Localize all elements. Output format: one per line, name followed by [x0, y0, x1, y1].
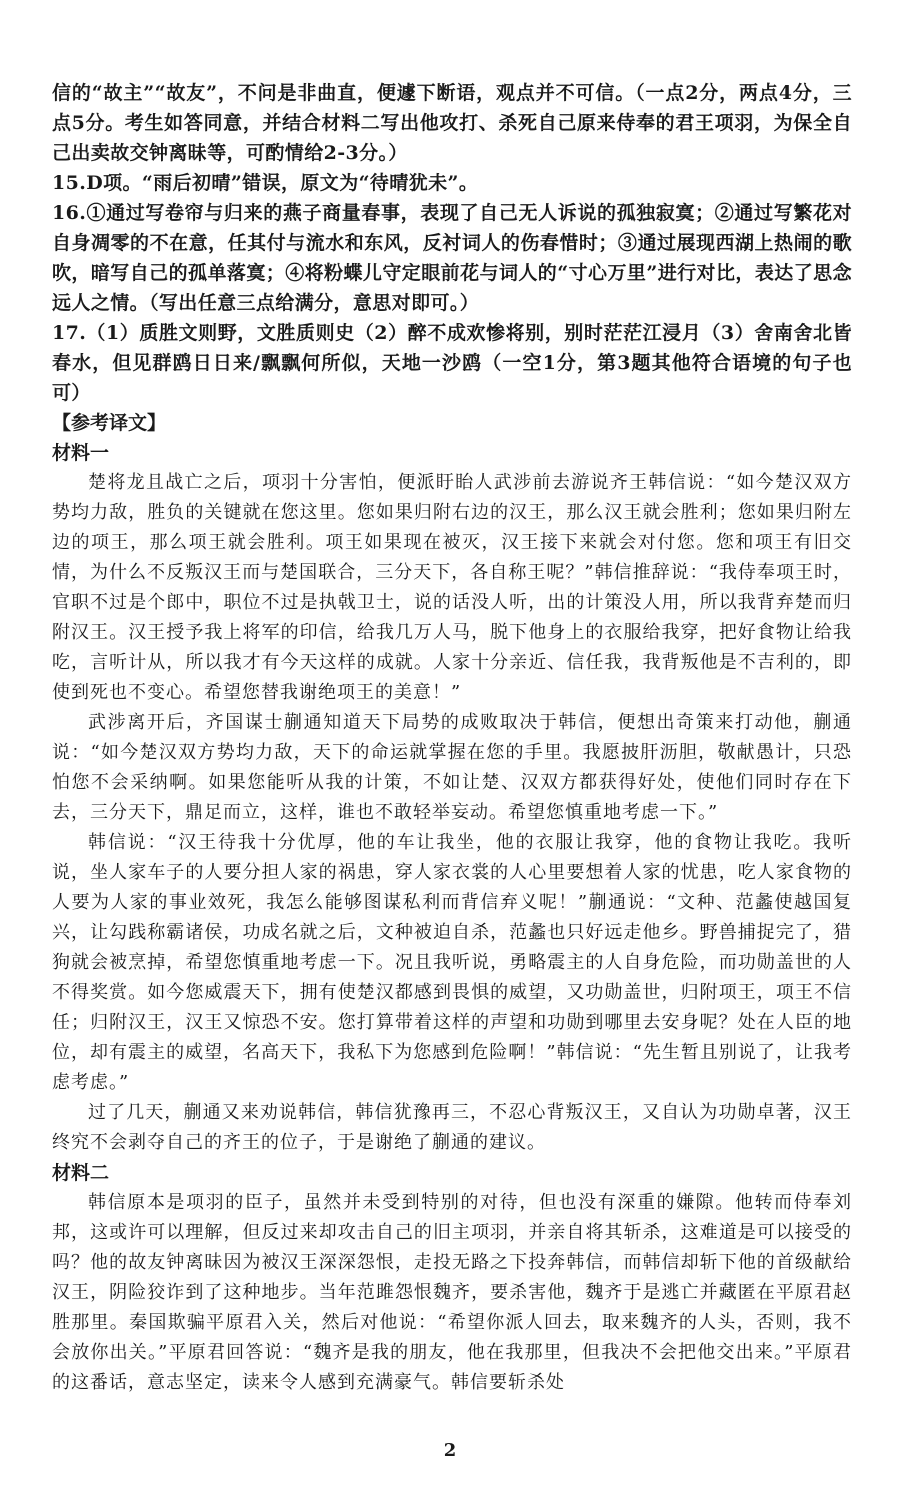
answer-14-continued: 信的“故主”“故友”，不问是非曲直，便遽下断语，观点并不可信。（一点2分，两点4分，三点5分。考生如答同意，并结合材料二写出他攻打、杀死自己原来侍奉的君王项羽，为保全自己出卖故交钟离昧等，可酌情给2-3分。）	[52, 82, 852, 164]
paragraph: 过了几天，蒯通又来劝说韩信，韩信犹豫再三，不忍心背叛汉王，又自认为功勋卓著，汉王终究不会剥夺自己的齐王的位子，于是谢绝了蒯通的建议。	[52, 1102, 852, 1153]
answer-16: 16.①通过写卷帘与归来的燕子商量春事，表现了自己无人诉说的孤独寂寞；②通过写繁花对自身凋零的不在意，任其付与流水和东风，反衬词人的伤春惜时；③通过展现西湖上热闹的歌吹，暗写自己的孤单落寞；④将粉蝶儿守定眼前花与词人的“寸心万里”进行对比，表达了思念远人之情。（写出任意三点给满分，意思对即可。）	[52, 202, 852, 314]
material-one-title: 材料一	[52, 442, 110, 464]
page-number: 2	[443, 1440, 457, 1461]
answer-section	[52, 78, 852, 408]
material-one	[52, 438, 852, 1158]
paragraph: 武涉离开后，齐国谋士蒯通知道天下局势的成败取决于韩信，便想出奇策来打动他，蒯通说：“如今楚汉双方势均力敌，天下的命运就掌握在您的手里。我愿披肝沥胆，敬献愚计，只恐怕您不会采纳啊。如果您能听从我的计策，不如让楚、汉双方都获得好处，使他们同时存在下去，三分天下，鼎足而立，这样，谁也不敢轻举妄动。希望您慎重地考虑一下。”	[52, 712, 852, 823]
answer-17: 17.（1）质胜文则野，文胜质则史（2）醉不成欢惨将别，别时茫茫江浸月（3）舍南舍北皆春水，但见群鸥日日来/飘飘何所似，天地一沙鸥（一空1分，第3题其他符合语境的句子也可）	[52, 322, 852, 404]
paragraph: 楚将龙且战亡之后，项羽十分害怕，便派盱眙人武涉前去游说齐王韩信说：“如今楚汉双方势均力敌，胜负的关键就在您这里。您如果归附右边的汉王，那么汉王就会胜利；您如果归附左边的项王，那么项王就会胜利。项王如果现在被灭，汉王接下来就会对付您。您和项王有旧交情，为什么不反叛汉王而与楚国联合，三分天下，各自称王呢？”韩信推辞说：“我侍奉项王时，官职不过是个郎中，职位不过是执戟卫士，说的话没人听，出的计策没人用，所以我背弃楚而归附汉王。汉王授予我上将军的印信，给我几万人马，脱下他身上的衣服给我穿，把好食物让给我吃，言听计从，所以我才有今天这样的成就。人家十分亲近、信任我，我背叛他是不吉利的，即使到死也不变心。希望您替我谢绝项王的美意！”	[52, 472, 852, 703]
answer-15: 15.D项。“雨后初晴”错误，原文为“待晴犹未”。	[52, 172, 479, 194]
paragraph: 韩信说：“汉王待我十分优厚，他的车让我坐，他的衣服让我穿，他的食物让我吃。我听说，坐人家车子的人要分担人家的祸患，穿人家衣裳的人心里要想着人家的忧患，吃人家食物的人要为人家的事业效死，我怎么能够图谋私利而背信弃义呢！”蒯通说：“文种、范蠡使越国复兴，让勾践称霸诸侯，功成名就之后，文种被迫自杀，范蠡也只好远走他乡。野兽捕捉完了，猎狗就会被烹掉，希望您慎重地考虑一下。况且我听说，勇略震主的人自身危险，而功勋盖世的人不得奖赏。如今您威震天下，拥有使楚汉都感到畏惧的威望，又功勋盖世，归附项王，项王不信任；归附汉王，汉王又惊恐不安。您打算带着这样的声望和功勋到哪里去安身呢？处在人臣的地位，却有震主的威望，名高天下，我私下为您感到危险啊！”韩信说：“先生暂且别说了，让我考虑考虑。”	[52, 832, 852, 1093]
material-two	[52, 1158, 852, 1398]
paragraph: 韩信原本是项羽的臣子，虽然并未受到特别的对待，但也没有深重的嫌隙。他转而侍奉刘邦，这或许可以理解，但反过来却攻击自己的旧主项羽，并亲自将其斩杀，这难道是可以接受的吗？他的故友钟离昧因为被汉王深深怨恨，走投无路之下投奔韩信，而韩信却斩下他的首级献给汉王，阴险狡诈到了这种地步。当年范雎怨恨魏齐，要杀害他，魏齐于是逃亡并藏匿在平原君赵胜那里。秦国欺骗平原君入关，然后对他说：“希望你派人回去，取来魏齐的人头，否则，我不会放你出关。”平原君回答说：“魏齐是我的朋友，他在我那里，但我决不会把他交出来。”平原君的这番话，意志坚定，读来令人感到充满豪气。韩信要斩杀处	[52, 1192, 852, 1393]
material-two-title: 材料二	[52, 1162, 110, 1184]
translation-heading: 【参考译文】	[52, 412, 167, 434]
